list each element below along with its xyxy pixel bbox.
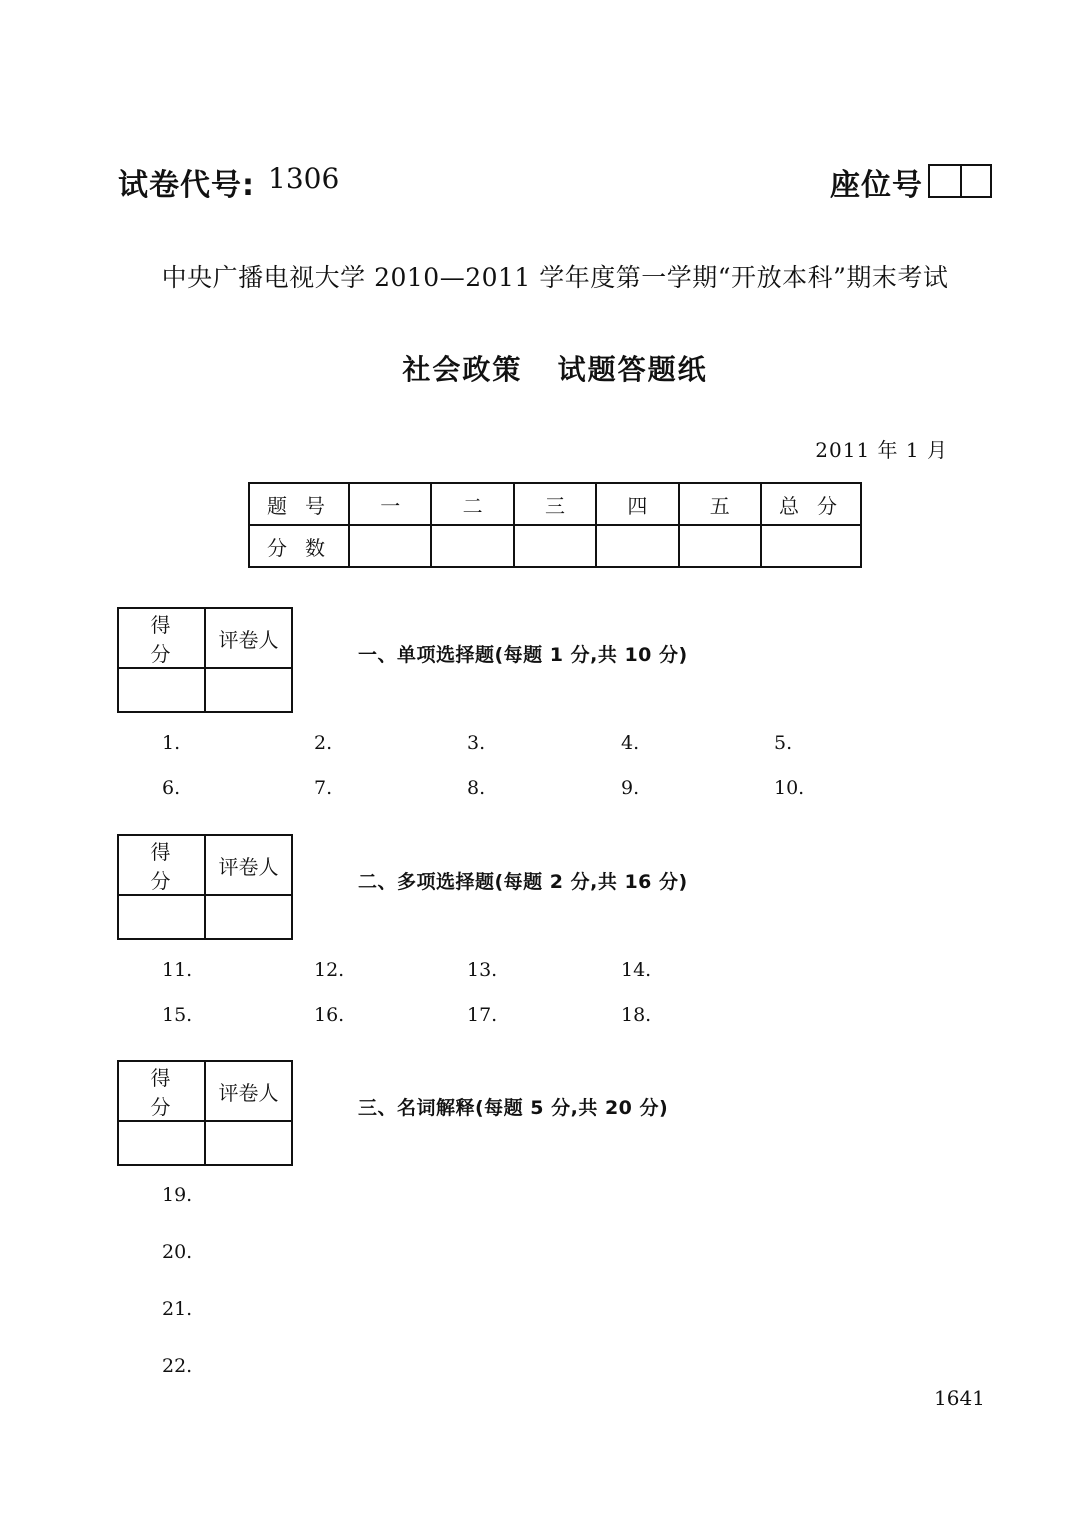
question-number: 17. <box>467 1004 498 1026</box>
grader-name-cell[interactable] <box>205 1121 292 1165</box>
score-summary-table <box>248 482 862 568</box>
seat-number-box[interactable] <box>928 164 992 198</box>
col-head-total: 总分 <box>761 483 861 525</box>
col-head-2: 二 <box>431 483 513 525</box>
question-number: 20. <box>162 1241 193 1263</box>
grader-box-section-2 <box>117 834 293 940</box>
grader-box-section-3 <box>117 1060 293 1166</box>
exam-date: 2011 年 1 月 <box>815 438 948 462</box>
question-number: 4. <box>621 732 640 754</box>
score-cell-5[interactable] <box>679 525 761 567</box>
page-number: 1641 <box>934 1386 985 1410</box>
score-cell-total[interactable] <box>761 525 861 567</box>
question-number: 6. <box>162 777 181 799</box>
score-cell-1[interactable] <box>349 525 431 567</box>
question-number: 1. <box>162 732 181 754</box>
section-3-title: 三、名词解释(每题 5 分,共 20 分) <box>358 1097 669 1119</box>
score-table-header-row <box>249 483 861 525</box>
col-head-1: 一 <box>349 483 431 525</box>
score-cell-2[interactable] <box>431 525 513 567</box>
grader-name-cell[interactable] <box>205 668 292 712</box>
grader-score-label: 得分 <box>118 608 205 668</box>
question-number: 15. <box>162 1004 193 1026</box>
grader-box-section-1 <box>117 607 293 713</box>
paper-title: 社会政策 试题答题纸 <box>402 353 708 386</box>
grader-score-label: 得分 <box>118 1061 205 1121</box>
paper-code-label: 试卷代号: <box>118 168 255 203</box>
grader-score-label: 得分 <box>118 835 205 895</box>
grader-score-cell[interactable] <box>118 668 205 712</box>
grader-name-label: 评卷人 <box>205 835 292 895</box>
question-number: 22. <box>162 1355 193 1377</box>
grader-score-cell[interactable] <box>118 895 205 939</box>
question-number: 14. <box>621 959 652 981</box>
question-number: 10. <box>774 777 805 799</box>
col-head-5: 五 <box>679 483 761 525</box>
question-number: 7. <box>314 777 333 799</box>
question-number: 16. <box>314 1004 345 1026</box>
question-number: 2. <box>314 732 333 754</box>
section-2-title: 二、多项选择题(每题 2 分,共 16 分) <box>358 871 688 893</box>
question-number: 18. <box>621 1004 652 1026</box>
question-number: 8. <box>467 777 486 799</box>
question-number: 11. <box>162 959 193 981</box>
row-head-question-number: 题号 <box>249 483 349 525</box>
grader-name-cell[interactable] <box>205 895 292 939</box>
question-number: 9. <box>621 777 640 799</box>
seat-number-label: 座位号 <box>830 168 923 203</box>
question-number: 3. <box>467 732 486 754</box>
grader-score-cell[interactable] <box>118 1121 205 1165</box>
score-cell-4[interactable] <box>596 525 678 567</box>
col-head-4: 四 <box>596 483 678 525</box>
question-number: 5. <box>774 732 793 754</box>
question-number: 12. <box>314 959 345 981</box>
grader-name-label: 评卷人 <box>205 608 292 668</box>
question-number: 19. <box>162 1184 193 1206</box>
col-head-3: 三 <box>514 483 596 525</box>
score-cell-3[interactable] <box>514 525 596 567</box>
row-head-score: 分数 <box>249 525 349 567</box>
question-number: 21. <box>162 1298 193 1320</box>
exam-name: 中央广播电视大学 2010—2011 学年度第一学期“开放本科”期末考试 <box>161 263 949 292</box>
question-number: 13. <box>467 959 498 981</box>
paper-code-value: 1306 <box>268 162 340 195</box>
score-table-score-row <box>249 525 861 567</box>
section-1-title: 一、单项选择题(每题 1 分,共 10 分) <box>358 644 688 666</box>
grader-name-label: 评卷人 <box>205 1061 292 1121</box>
